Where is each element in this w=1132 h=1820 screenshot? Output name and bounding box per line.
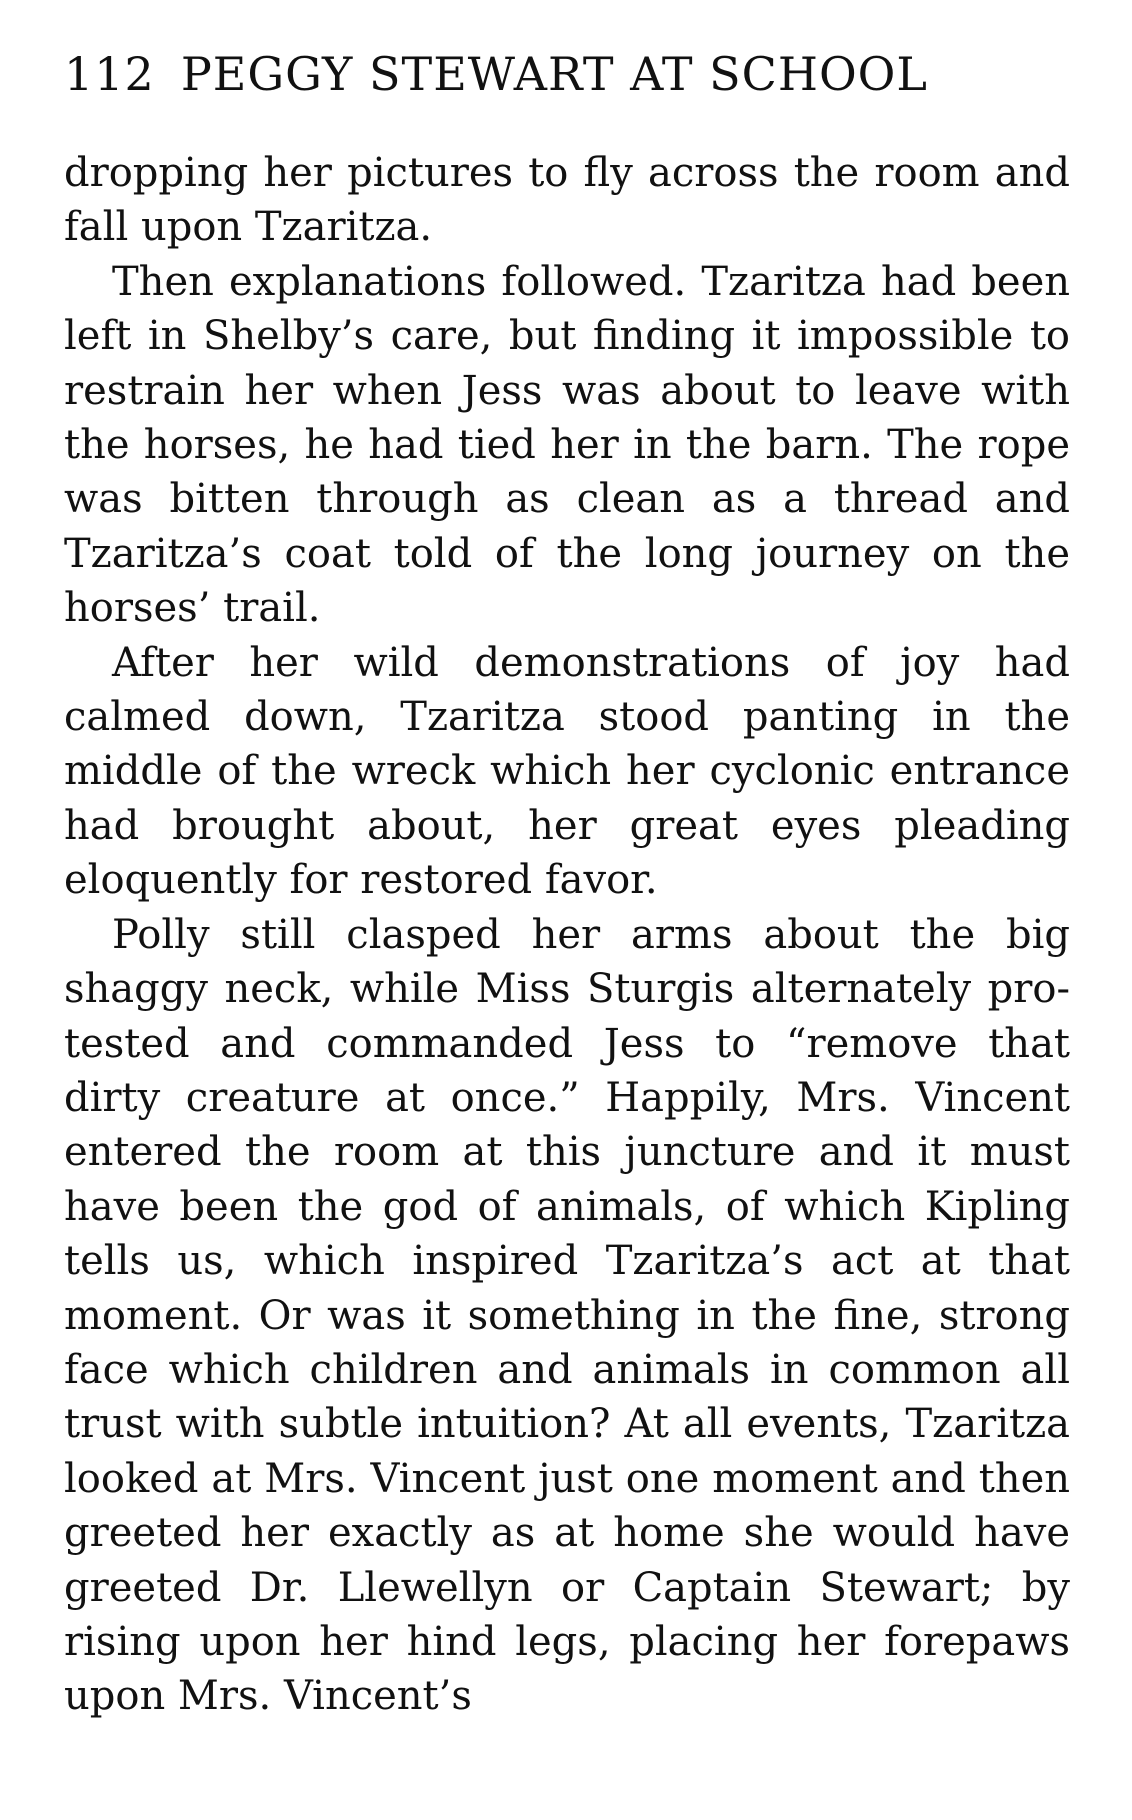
page-number: 112 (64, 47, 155, 101)
paragraph-polly: Polly still clasped her arms about the big shaggy neck, while Miss Sturgis alternately protested and commanded Jess to “remove that dirty creature at once.” Happily, Mrs. Vincent entered the room at this juncture and it must have been the god of animals, of which Kipling tells us, which inspired Tzaritza’s act at that moment. Or was it something in the fine, strong face which children and animals in common all trust with subtle intuition? At all events, Tzaritza looked at Mrs. Vincent just one moment and then greeted her exactly as at home she would have greeted Dr. Llewellyn or Captain Stewart; by rising upon her hind legs, placing her forepaws upon Mrs. Vincent’s (64, 911, 1070, 1720)
paragraph-continued: dropping her pictures to fly across the room and fall upon Tzaritza. (64, 150, 1070, 251)
running-header (64, 44, 1070, 104)
paragraph-demonstrations: After her wild demonstrations of joy had calmed down, Tzaritza stood panting in the middle of the wreck which her cyclonic entrance had brought about, her great eyes pleading eloquently for restored favor. (64, 639, 1070, 904)
body-text (64, 146, 1070, 1724)
running-title: PEGGY STEWART AT SCHOOL (180, 47, 928, 101)
paragraph-explanations: Then explanations followed. Tzaritza had been left in Shelby’s care, but finding it impossible to restrain her when Jess was about to leave with the horses, he had tied her in the barn. The rope was bitten through as clean as a thread and Tzaritza’s coat told of the long journey on the horses’ trail. (64, 258, 1070, 632)
